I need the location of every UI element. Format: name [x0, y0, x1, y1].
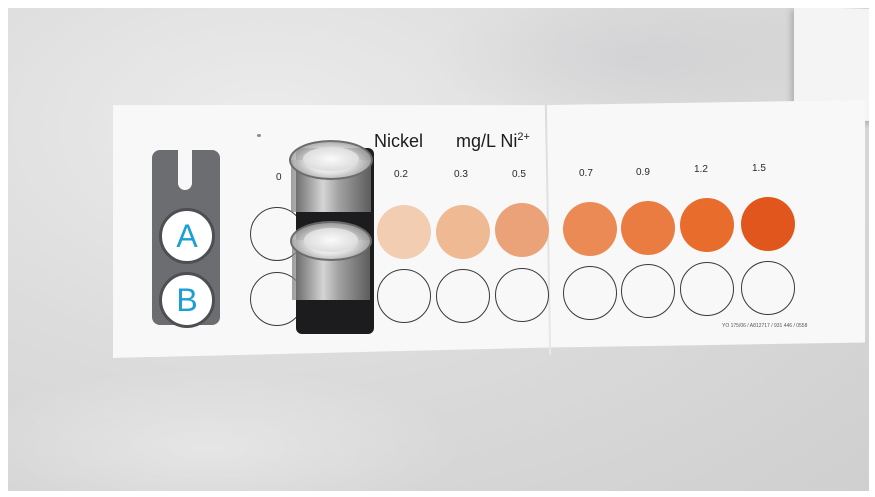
sample-comparison-ring — [377, 269, 431, 323]
sample-comparison-ring — [495, 268, 549, 322]
concentration-label: 1.5 — [752, 163, 766, 174]
reference-color-swatch — [436, 205, 490, 259]
concentration-label: 0.2 — [394, 169, 408, 180]
holder-label-b: B — [159, 272, 215, 328]
reference-color-swatch — [563, 202, 617, 256]
holder-label-a: A — [159, 208, 215, 264]
concentration-label: 1.2 — [694, 164, 708, 175]
speck — [257, 134, 261, 137]
concentration-label: 0 — [276, 172, 282, 183]
concentration-label: 0.5 — [512, 169, 526, 180]
marble-vein — [8, 368, 468, 491]
product-code: YO 175/06 / A812717 / 931 446 / 0558 — [722, 323, 808, 329]
reference-color-swatch — [495, 203, 549, 257]
reference-color-swatch — [741, 197, 795, 251]
test-name: Nickel — [374, 131, 424, 151]
test-unit: mg/L $Ni^{2+}$ — [456, 131, 530, 151]
holder-slot — [178, 150, 192, 190]
reference-color-swatch — [680, 198, 734, 252]
reference-color-swatch — [621, 201, 675, 255]
sample-comparison-ring — [680, 262, 734, 316]
sample-comparison-ring — [436, 269, 490, 323]
sample-comparison-ring — [563, 266, 617, 320]
vial-opening-top — [303, 147, 359, 171]
vial-opening-bottom — [304, 228, 358, 252]
concentration-label: 0.9 — [636, 167, 650, 178]
concentration-label: 0.7 — [579, 168, 593, 179]
reference-color-swatch — [377, 205, 431, 259]
sample-comparison-ring — [741, 261, 795, 315]
concentration-label: 0.3 — [454, 169, 468, 180]
sample-comparison-ring — [621, 264, 675, 318]
